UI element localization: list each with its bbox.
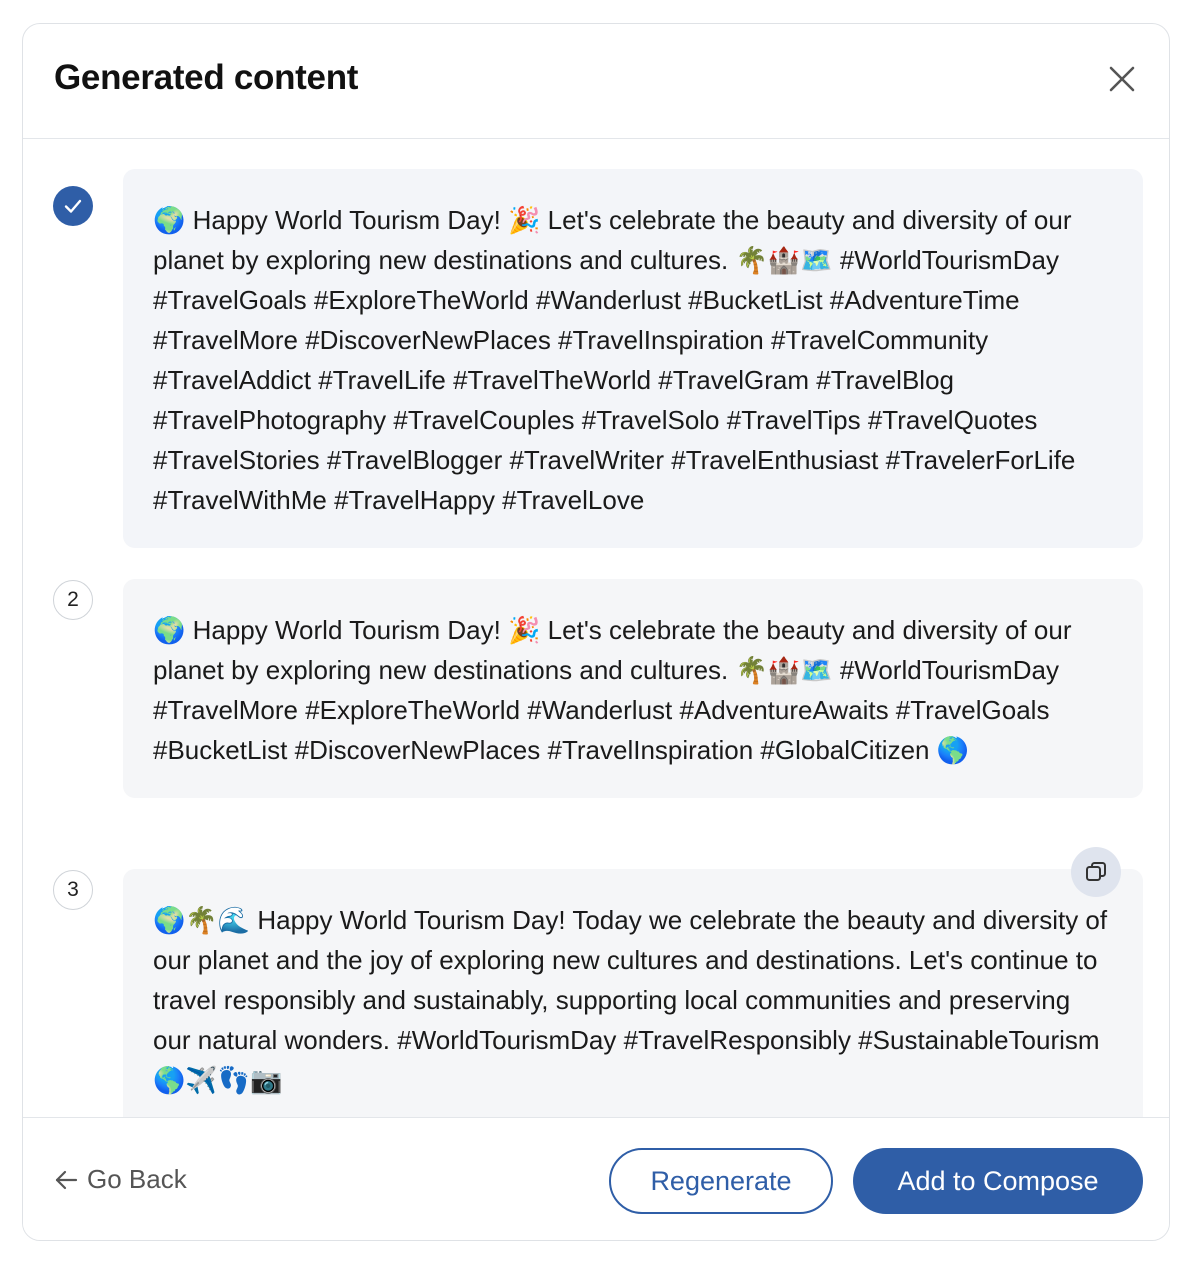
option-3-card[interactable] — [123, 869, 1143, 1118]
add-to-compose-button[interactable]: Add to Compose — [853, 1148, 1143, 1214]
option-1-card[interactable] — [123, 169, 1143, 548]
close-button[interactable] — [1105, 62, 1139, 96]
option-3-text: 🌍🌴🌊 Happy World Tourism Day! Today we celebrate the beauty and diversity of our planet and the joy of exploring new cultures and destinations. Let's continue to travel responsibly and sustainably, supporting local communities and preserving our natural wonders. #WorldTourismDay #TravelResponsibly #SustainableTourism 🌎✈️👣📷 — [153, 905, 1115, 1095]
dialog-footer — [23, 1117, 1169, 1240]
options-list — [23, 139, 1169, 1118]
go-back-button[interactable] — [53, 1164, 187, 1195]
go-back-label: Go Back — [87, 1164, 187, 1194]
check-icon — [61, 194, 85, 218]
copy-icon — [1083, 859, 1109, 885]
option-1-selected-marker[interactable] — [53, 186, 93, 226]
dialog-header — [23, 24, 1169, 139]
generated-content-dialog — [22, 23, 1170, 1241]
arrow-left-icon — [53, 1167, 79, 1193]
dialog-title: Generated content — [54, 58, 359, 97]
copy-button[interactable] — [1071, 847, 1121, 897]
option-3-number-marker[interactable]: 3 — [53, 870, 93, 910]
close-icon — [1105, 62, 1139, 96]
option-2-text: 🌍 Happy World Tourism Day! 🎉 Let's celebrate the beauty and diversity of our planet by exploring new destinations and cultures. 🌴🏰🗺️ #WorldTourismDay #TravelMore #ExploreTheWorld #Wanderlust #AdventureAwaits #TravelGoals #BucketList #DiscoverNewPlaces #TravelInspiration #GlobalCitizen 🌎 — [153, 615, 1079, 765]
option-2-number-marker[interactable]: 2 — [53, 580, 93, 620]
option-1-text: 🌍 Happy World Tourism Day! 🎉 Let's celebrate the beauty and diversity of our planet by exploring new destinations and cultures. 🌴🏰🗺️ #WorldTourismDay #TravelGoals #ExploreTheWorld #Wanderlust #BucketList #AdventureTime #TravelMore #DiscoverNewPlaces #TravelInspiration #TravelCommunity #TravelAddict #TravelLife #TravelTheWorld #TravelGram #TravelBlog #TravelPhotography #TravelCouples #TravelSolo #TravelTips #TravelQuotes #TravelStories #TravelBlogger #TravelWriter #TravelEnthusiast #TravelerForLife #TravelWithMe #TravelHappy #TravelLove — [153, 205, 1083, 515]
option-2-card[interactable] — [123, 579, 1143, 798]
regenerate-button[interactable]: Regenerate — [609, 1148, 833, 1214]
